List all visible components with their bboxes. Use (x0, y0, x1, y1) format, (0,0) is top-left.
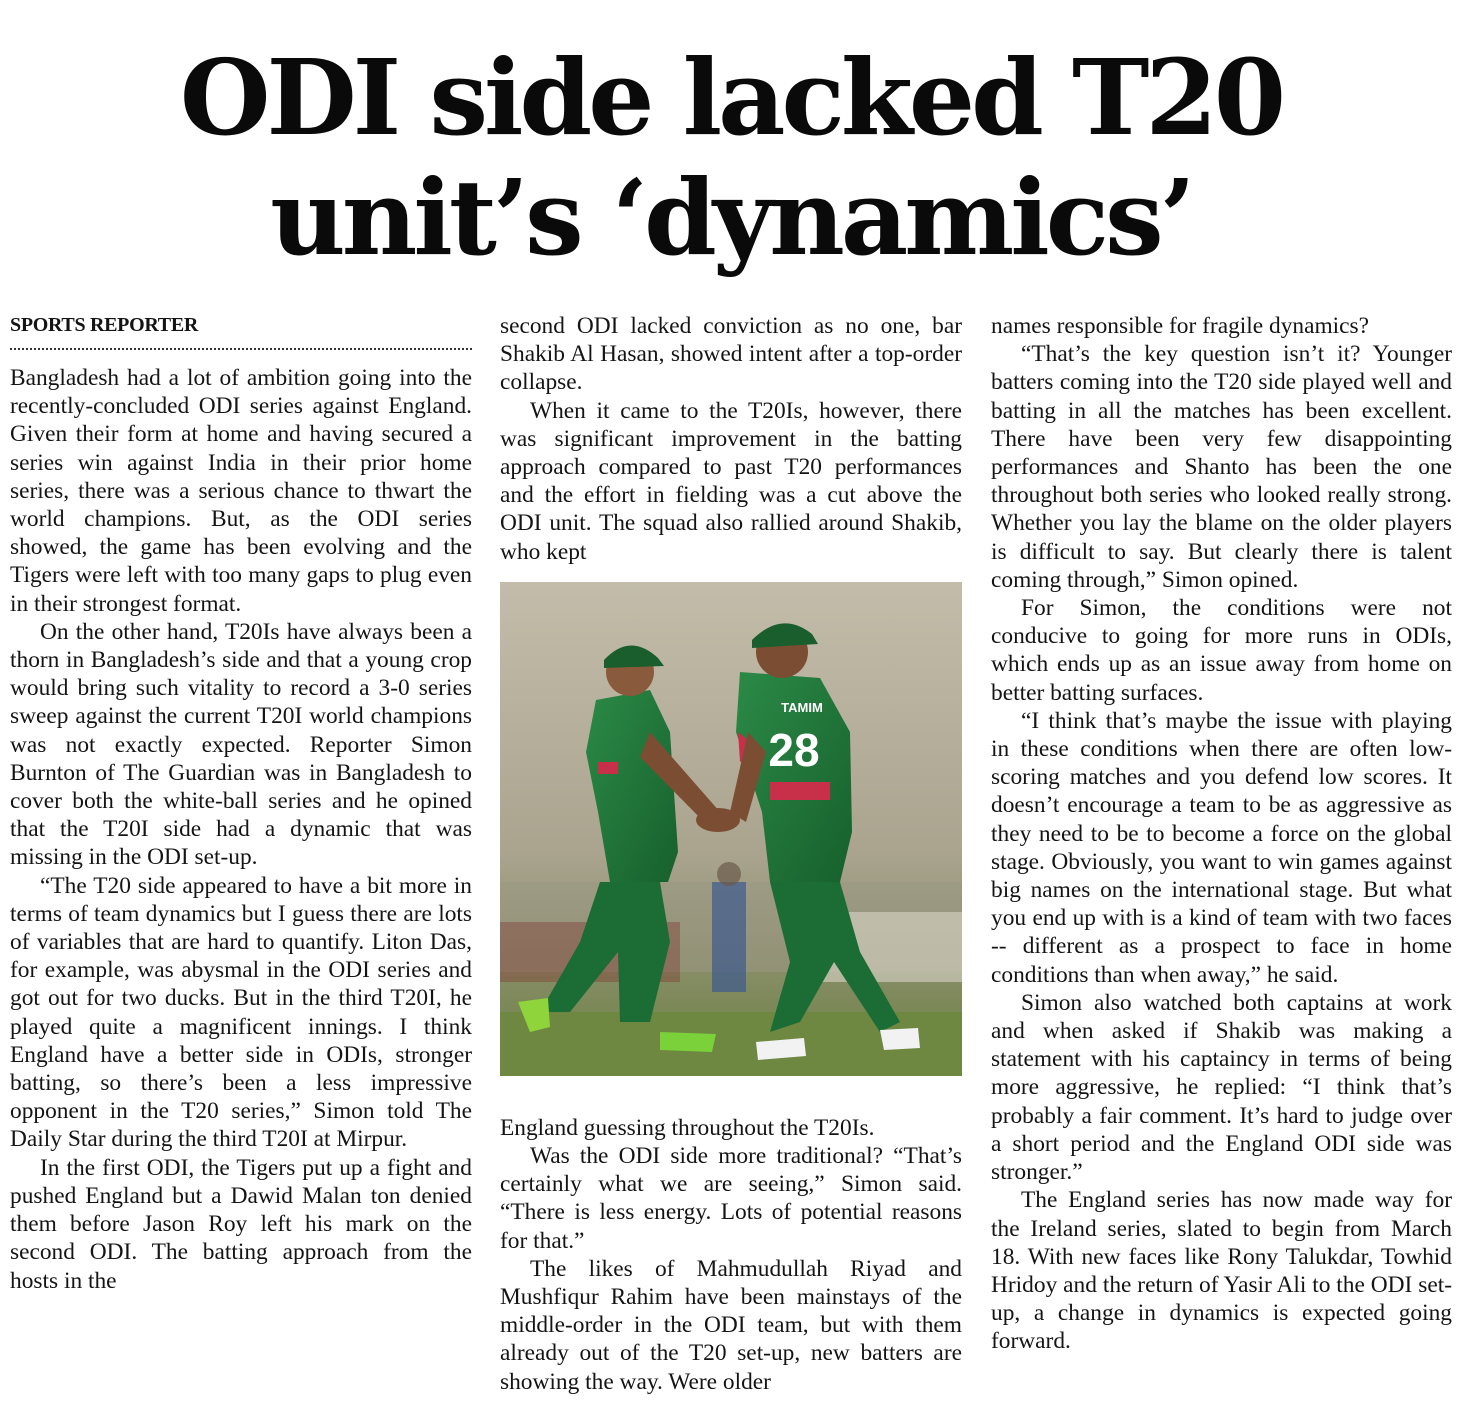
cricket-players-photo (500, 582, 962, 1076)
paragraph: “I think that’s maybe the issue with playing in these conditions when there are often low-scoring matches and you defend low scores. It doesn’t encourage a team to be as aggressive as they need to be to become a force on the global stage. Obviously, you want to win games against big names on the international stage. But what you end up with is a kind of team with two faces -- different as a prospect to face in home conditions than when away,” he said. (991, 707, 1452, 988)
jersey-number: 28 (768, 723, 820, 776)
paragraph: names responsible for fragile dynamics? (991, 313, 1370, 339)
paragraph: On the other hand, T20Is have always been a thorn in Bangladesh’s side and that a young crop would bring such vitality to record a 3-0 series sweep against the current T20I world champions was not exactly expected. Reporter Simon Burnton of The Guardian was in Bangladesh to cover both the white-ball series and he opined that the T20I side had a dynamic that was missing in the ODI set-up. (10, 618, 472, 871)
article-column-2 (500, 312, 962, 1396)
paragraph: When it came to the T20Is, however, there was significant improvement in the batting approach compared to past T20 performances and the effort in fielding was a cut above the ODI unit. The squad also rallied around Shakib, who kept (500, 397, 962, 565)
paragraph: The England series has now made way for the Ireland series, slated to begin from March 18. With new faces like Rony Talukdar, Towhid Hridoy and the return of Yasir Ali to the ODI set-up, a change in dynamics is expected going forward. (991, 1187, 1452, 1355)
paragraph: The likes of Mahmudullah Riyad and Mushfiqur Rahim have been mainstays of the middle-order in the ODI team, but with them already out of the T20 set-up, new batters are showing the way. Were older (500, 1255, 962, 1395)
paragraph: “That’s the key question isn’t it? Younger batters coming into the T20 side played well and batting in all the matches has been excellent. There have been very few disappointing performances and Shanto has been the one throughout both series who looked really strong. Whether you lay the blame on the older players is difficult to say. But clearly there is talent coming through,” Simon opined. (991, 341, 1452, 593)
paragraph: “The T20 side appeared to have a bit more in terms of team dynamics but I guess there are lots of variables that are hard to quantify. Liton Das, for example, was abysmal in the ODI series and got out for two ducks. But in the third T20I, he played quite a magnificent innings. I think England have a better side in ODIs, stronger batting, so there’s been a less impressive opponent in the T20 series,” Simon told The Daily Star during the third T20I at Mirpur. (10, 872, 472, 1153)
paragraph: Was the ODI side more traditional? “That’s certainly what we are seeing,” Simon said. “There is less energy. Lots of potential reasons for that.” (500, 1143, 962, 1254)
paragraph: England guessing throughout the T20Is. (500, 1114, 875, 1141)
paragraph: Bangladesh had a lot of ambition going into the recently-concluded ODI series against England. Given their form at home and having secured a series win against India in their prior home series, there was a serious chance to thwart the world champions. But, as the ODI series showed, the game has been evolving and the Tigers were left with too many gaps to plug even in their strongest format. (10, 365, 472, 617)
headline-line-1: ODI side lacked T20 (179, 36, 1283, 159)
article-column-3 (991, 312, 1452, 1356)
paragraph: second ODI lacked conviction as no one, bar Shakib Al Hasan, showed intent after a top-order collapse. (500, 313, 962, 396)
byline: SPORTS REPORTER (10, 312, 472, 350)
article-photo (500, 582, 962, 1076)
paragraph: Simon also watched both captains at work and when asked if Shakib was making a statement with his captaincy in terms of being more aggressive, he replied: “I think that’s probably a fair comment. It’s hard to judge over a short period and the England ODI side was stronger.” (991, 989, 1452, 1186)
headline-line-2: unit’s ‘dynamics’ (270, 156, 1192, 279)
article-column-1 (10, 312, 472, 1295)
paragraph: In the first ODI, the Tigers put up a fight and pushed England but a Dawid Malan ton denied them before Jason Roy left his mark on the second ODI. The batting approach from the hosts in the (10, 1154, 472, 1294)
paragraph: For Simon, the conditions were not conducive to going for more runs in ODIs, which ends up as an issue away from home on better batting surfaces. (991, 595, 1452, 706)
jersey-name: TAMIM (781, 699, 823, 715)
headline (0, 38, 1462, 278)
